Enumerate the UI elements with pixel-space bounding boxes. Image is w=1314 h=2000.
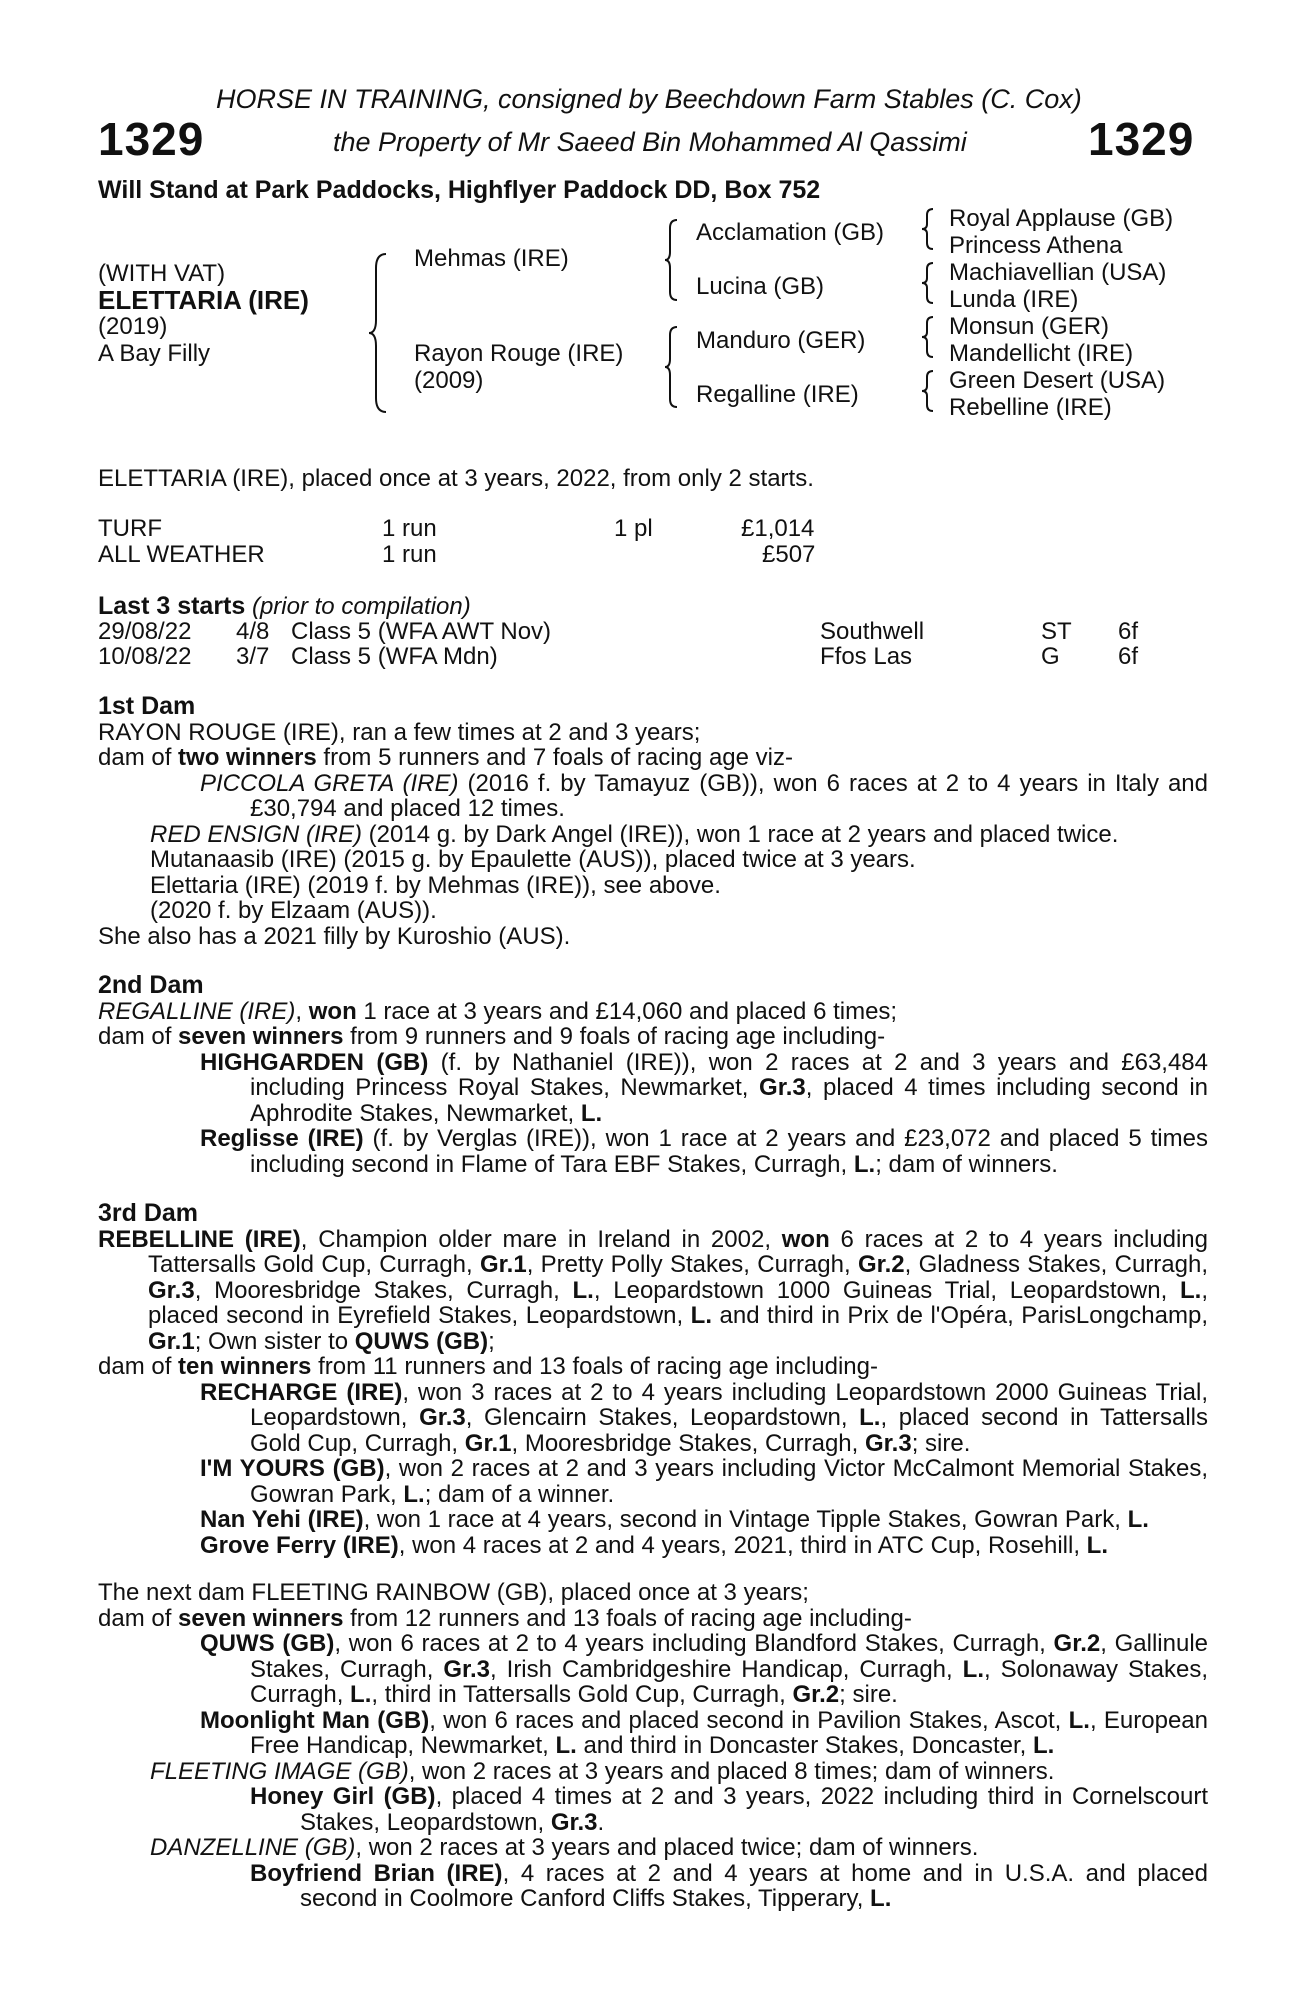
progeny-danzelline: DANZELLINE (GB), won 2 races at 3 years and placed twice; dam of winners. xyxy=(150,1834,979,1861)
third-dam-section xyxy=(98,1201,1208,1558)
pedigree-brace-ds xyxy=(921,315,935,359)
second-dam-produce-line: dam of seven winners from 9 runners and 9 foals of racing age including- xyxy=(98,1023,886,1050)
start-date-1: 29/08/22 xyxy=(98,618,192,645)
ggdam-1: Princess Athena xyxy=(949,232,1123,259)
ggdam-2: Lunda (IRE) xyxy=(949,286,1079,313)
progeny-highgarden: HIGHGARDEN (GB) (f. by Nathaniel (IRE)), won 2 races at 2 and 3 years and £63,484 including Princess Royal Stakes, Newmarket, Gr.3, placed 4 times including second in Aphrodite Stakes, Newmarket, L. xyxy=(200,1048,1209,1127)
progeny-2021-filly: She also has a 2021 filly by Kuroshio (AUS). xyxy=(98,922,571,950)
start-going-2: G xyxy=(1041,643,1060,670)
horse-year: (2019) xyxy=(98,313,168,340)
pedigree-brace-sire xyxy=(664,218,680,302)
last-starts-title: Last 3 starts xyxy=(98,592,246,620)
horse-description: A Bay Filly xyxy=(98,340,211,367)
third-dam-line: REBELLINE (IRE), Champion older mare in Ireland in 2002, won 6 races at 2 to 4 years including Tattersalls Gold Cup, Curragh, Gr.1, Pretty Polly Stakes, Curragh, Gr.2, Gladness Stakes, Curragh, Gr.3, Mooresbridge Stakes, Curragh, L., Leopardstown 1000 Guineas Trial, Leopardstown, L., placed second in Eyrefield Stakes, Leopardstown, L. and third in Prix de l'Opéra, ParisLongchamp, Gr.1; Own sister to QUWS (GB); xyxy=(98,1225,1209,1355)
first-dam-section xyxy=(98,694,1208,949)
record-prize-turf: £1,014 xyxy=(741,515,815,542)
progeny-grove-ferry: Grove Ferry (IRE), won 4 races at 2 and 4 years, 2021, third in ATC Cup, Rosehill, L. xyxy=(200,1531,1108,1559)
progeny-reglisse: Reglisse (IRE) (f. by Verglas (IRE)), won 1 race at 2 years and £23,072 and placed 5 times including second in Flame of Tara EBF Stakes, Curragh, L.; dam of winners. xyxy=(200,1125,1208,1178)
next-dam-section xyxy=(98,1580,1208,1912)
start-dist-1: 6f xyxy=(1118,618,1139,645)
header-line-property: the Property of Mr Saeed Bin Mohammed Al Qassimi xyxy=(333,127,967,157)
next-dam-produce-line: dam of seven winners from 12 runners and 13 foals of racing age including- xyxy=(98,1604,912,1632)
start-date-2: 10/08/22 xyxy=(98,643,192,670)
record-runs-turf: 1 run xyxy=(382,515,437,542)
ggdam-4: Rebelline (IRE) xyxy=(949,394,1112,421)
first-dam-produce-line: dam of two winners from 5 runners and 7 foals of racing age viz- xyxy=(98,744,793,771)
progeny-honey-girl: Honey Girl (GB), placed 4 times at 2 and 3 years, 2022 including third in Cornelscourt Stakes, Leopardstown, Gr.3. xyxy=(250,1783,1209,1836)
progeny-nan-yehi: Nan Yehi (IRE), won 1 race at 4 years, second in Vintage Tipple Stakes, Gowran Park, L. xyxy=(200,1506,1149,1533)
race-summary: ELETTARIA (IRE), placed once at 3 years, 2022, from only 2 starts. xyxy=(98,465,814,492)
start-race-1: Class 5 (WFA AWT Nov) xyxy=(291,618,552,645)
progeny-moonlight-man: Moonlight Man (GB), won 6 races and placed second in Pavilion Stakes, Ascot, L., European Free Handicap, Newmarket, L. and third in Doncaster Stakes, Doncaster, L. xyxy=(200,1706,1208,1759)
start-pos-1: 4/8 xyxy=(236,618,270,645)
ggsire-4: Green Desert (USA) xyxy=(949,367,1166,394)
start-dist-2: 6f xyxy=(1118,643,1139,670)
record-prize-aw: £507 xyxy=(762,541,816,568)
progeny-recharge: RECHARGE (IRE), won 3 races at 2 to 4 years including Leopardstown 2000 Guineas Trial, Leopardstown, Gr.3, Glencairn Stakes, Leopardstown, L., placed second in Tattersalls Gold Cup, Curragh, Gr.1, Mooresbridge Stakes, Curragh, Gr.3; sire. xyxy=(200,1378,1208,1457)
progeny-fleeting-image: FLEETING IMAGE (GB), won 2 races at 3 years and placed 8 times; dam of winners. xyxy=(150,1757,1055,1785)
start-going-1: ST xyxy=(1041,618,1072,645)
third-dam-title: 3rd Dam xyxy=(98,1199,199,1227)
record-surface-turf: TURF xyxy=(98,515,162,542)
vat-note: (WITH VAT) xyxy=(98,260,226,287)
ggsire-3: Monsun (GER) xyxy=(949,313,1110,340)
progeny-quws: QUWS (GB), won 6 races at 2 to 4 years including Blandford Stakes, Curragh, Gr.2, Gallinule Stakes, Curragh, Gr.3, Irish Cambridgeshire Handicap, Curragh, L., Solonaway Stakes, Curragh, L., third in Tattersalls Gold Cup, Curragh, Gr.2; sire. xyxy=(200,1630,1209,1708)
progeny-elettaria: Elettaria (IRE) (2019 f. by Mehmas (IRE)), see above. xyxy=(150,871,721,899)
last-starts-note: (prior to compilation) xyxy=(251,593,471,620)
dam-name: Rayon Rouge (IRE) xyxy=(414,340,624,367)
pedigree-brace-dam xyxy=(664,325,680,409)
record-placings-turf: 1 pl xyxy=(614,515,653,542)
sire-name: Mehmas (IRE) xyxy=(414,245,569,272)
lot-number-left: 1329 xyxy=(98,113,205,165)
second-dam-line: REGALLINE (IRE), won 1 race at 3 years and £14,060 and placed 6 times; xyxy=(98,997,898,1025)
second-dam-section xyxy=(98,973,1208,1177)
start-pos-2: 3/7 xyxy=(236,643,270,670)
progeny-piccola-greta: PICCOLA GRETA (IRE) (2016 f. by Tamayuz (GB)), won 6 races at 2 to 4 years in Italy and £30,794 and placed 12 times. xyxy=(200,769,1209,822)
ggdam-3: Mandellicht (IRE) xyxy=(949,340,1134,367)
progeny-mutanaasib: Mutanaasib (IRE) (2015 g. by Epaulette (AUS)), placed twice at 3 years. xyxy=(150,846,916,873)
first-dam-line: RAYON ROUGE (IRE), ran a few times at 2 and 3 years; xyxy=(98,718,701,746)
third-dam-produce-line: dam of ten winners from 11 runners and 13 foals of racing age including- xyxy=(98,1353,878,1380)
start-course-1: Southwell xyxy=(820,618,925,645)
record-runs-aw: 1 run xyxy=(382,541,437,568)
next-dam-line: The next dam FLEETING RAINBOW (GB), placed once at 3 years; xyxy=(98,1579,809,1606)
dam-dam-name: Regalline (IRE) xyxy=(696,381,859,408)
progeny-2020-filly: (2020 f. by Elzaam (AUS)). xyxy=(150,897,437,924)
stand-location: Will Stand at Park Paddocks, Highflyer Paddock DD, Box 752 xyxy=(98,176,821,204)
ggsire-2: Machiavellian (USA) xyxy=(949,259,1167,286)
start-race-2: Class 5 (WFA Mdn) xyxy=(291,643,498,670)
sire-sire-name: Acclamation (GB) xyxy=(696,219,885,246)
second-dam-title: 2nd Dam xyxy=(98,971,204,999)
pedigree-brace-main xyxy=(368,252,390,414)
dam-sire-name: Manduro (GER) xyxy=(696,327,866,354)
sire-dam-name: Lucina (GB) xyxy=(696,273,825,300)
lot-number-right: 1329 xyxy=(1088,113,1195,165)
dam-year: (2009) xyxy=(414,367,484,394)
pedigree-brace-dd xyxy=(921,369,935,413)
progeny-im-yours: I'M YOURS (GB), won 2 races at 2 and 3 years including Victor McCalmont Memorial Stakes, Gowran Park, L.; dam of a winner. xyxy=(200,1455,1208,1508)
last-starts-heading xyxy=(98,592,471,621)
header-line-consignor: HORSE IN TRAINING, consigned by Beechdown Farm Stables (C. Cox) xyxy=(216,84,1082,114)
pedigree-brace-ss xyxy=(921,207,935,251)
pedigree-brace-sd xyxy=(921,261,935,305)
progeny-red-ensign: RED ENSIGN (IRE) (2014 g. by Dark Angel (IRE)), won 1 race at 2 years and placed twice. xyxy=(150,820,1119,848)
progeny-boyfriend-brian: Boyfriend Brian (IRE), 4 races at 2 and 4 years at home and in U.S.A. and placed second in Coolmore Canford Cliffs Stakes, Tipperary, L. xyxy=(250,1859,1209,1912)
ggsire-1: Royal Applause (GB) xyxy=(949,205,1174,232)
first-dam-title: 1st Dam xyxy=(98,692,196,720)
record-surface-aw: ALL WEATHER xyxy=(98,541,265,568)
horse-name: ELETTARIA (IRE) xyxy=(98,285,309,315)
start-course-2: Ffos Las xyxy=(820,643,913,670)
